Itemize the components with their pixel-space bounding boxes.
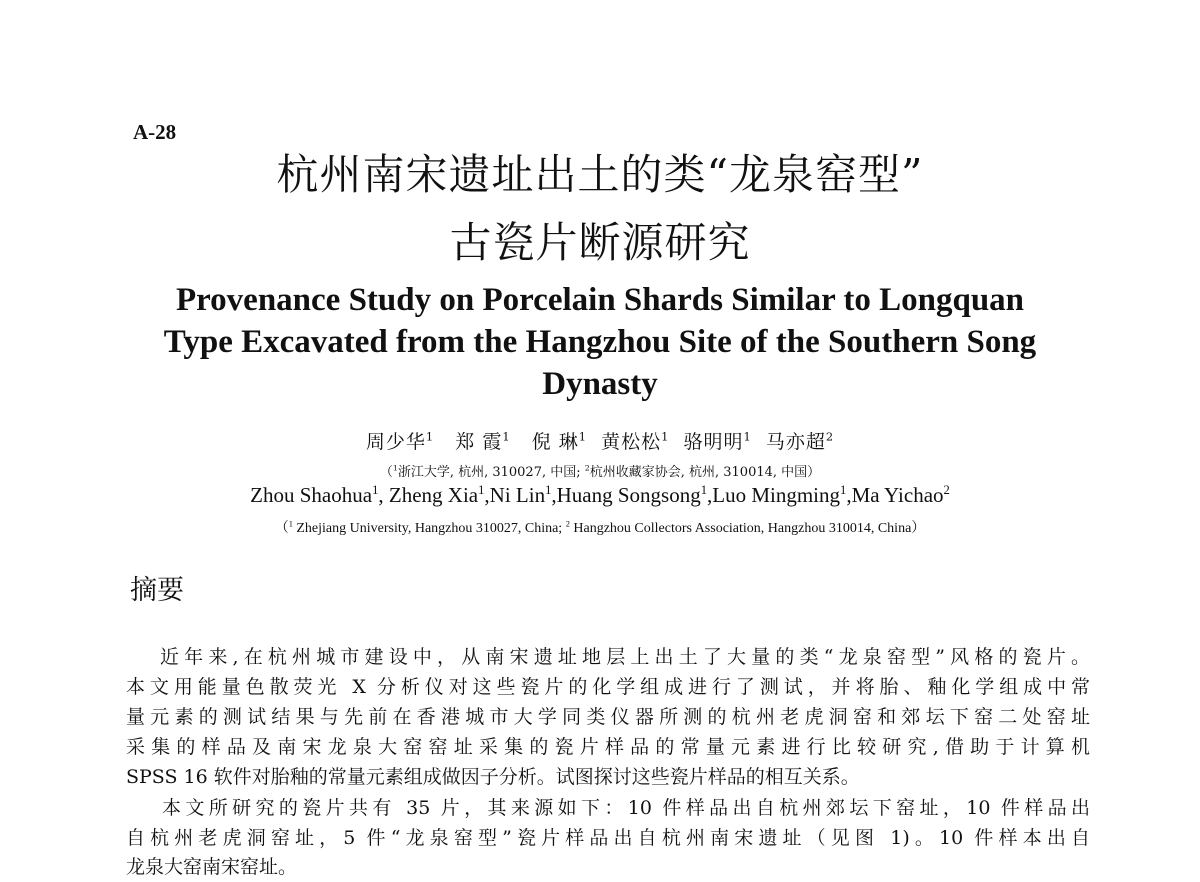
abstract-line: 自杭州老虎洞窑址，5 件“龙泉窑型”瓷片样品出自杭州南宋遗址（见图 1)。10 件样本出自 xyxy=(126,827,1090,849)
abstract-line: 龙泉大窑南宋窑址。 xyxy=(126,856,298,878)
title-cn-line-2: 古瓷片断源研究 xyxy=(449,218,751,267)
author-en: Ni Lin$^1$ xyxy=(489,483,552,507)
abstract-line: 采集的样品及南宋龙泉大窑窑址采集的瓷片样品的常量元素进行比较研究,借助于计算机 xyxy=(126,736,1090,758)
abstract-line: 近年来,在杭州城市建设中，从南宋遗址地层上出土了大量的类“龙泉窑型”风格的瓷片。 xyxy=(160,646,1090,668)
author-en: Zhou Shaohua$^1$ xyxy=(250,483,379,507)
title-en-line-1: Provenance Study on Porcelain Shards Similar to Longquan xyxy=(175,282,1025,318)
author-cn: 骆明明$^1$ xyxy=(683,429,752,453)
abstract-line: 本文用能量色散荧光 X 分析仪对这些瓷片的化学组成进行了测试，并将胎、釉化学组成中常 xyxy=(126,676,1090,698)
abstract-line: SPSS 16 软件对胎釉的常量元素组成做因子分析。试图探讨这些瓷片样品的相互关系。 xyxy=(126,766,860,788)
author-cn: 周少华$^1$ xyxy=(365,429,435,453)
affiliations-cn: （$^1$浙江大学, 杭州, 310027, 中国; $^2$杭州收藏家协会, 杭州, 310014, 中国） xyxy=(379,463,821,480)
author-en: Zheng Xia$^1$ xyxy=(388,483,485,507)
affiliations-en: （$^1$ Zhejiang University, Hangzhou 310027, China; $^2$ Hangzhou Collectors Association, Hangzhou 310014, China） xyxy=(274,519,926,536)
paper-id: A-28 xyxy=(133,120,177,144)
abstract-line: 量元素的测试结果与先前在香港城市大学同类仪器所测的杭州老虎洞窑和郊坛下窑二处窑址 xyxy=(126,706,1090,728)
title-en-line-3: Dynasty xyxy=(542,366,658,402)
author-cn: 倪 琳$^1$ xyxy=(531,429,588,453)
abstract-heading: 摘要 xyxy=(130,575,184,606)
author-cn: 马亦超$^2$ xyxy=(765,429,835,453)
authors-cn xyxy=(0,427,1200,454)
author-cn: 黄松松$^1$ xyxy=(601,429,670,453)
title-en-line-2: Type Excavated from the Hangzhou Site of the Southern Song xyxy=(163,324,1037,360)
author-en: Huang Songsong$^1$ xyxy=(556,483,708,507)
authors-en: Zhou Shaohua$^1$, Zheng Xia$^1$,Ni Lin$^1$,Huang Songsong$^1$,Luo Mingming$^1$,Ma Yichao$^2$ xyxy=(250,483,950,507)
abstract-line: 本文所研究的瓷片共有 35 片，其来源如下：10 件样品出自杭州郊坛下窑址，10 件样品出 xyxy=(162,797,1090,819)
author-en: Luo Mingming$^1$ xyxy=(712,483,847,507)
author-cn: 郑 霞$^1$ xyxy=(455,429,511,453)
author-en: Ma Yichao$^2$ xyxy=(851,483,950,507)
title-cn-line-1: 杭州南宋遗址出土的类“龙泉窑型” xyxy=(276,150,924,199)
